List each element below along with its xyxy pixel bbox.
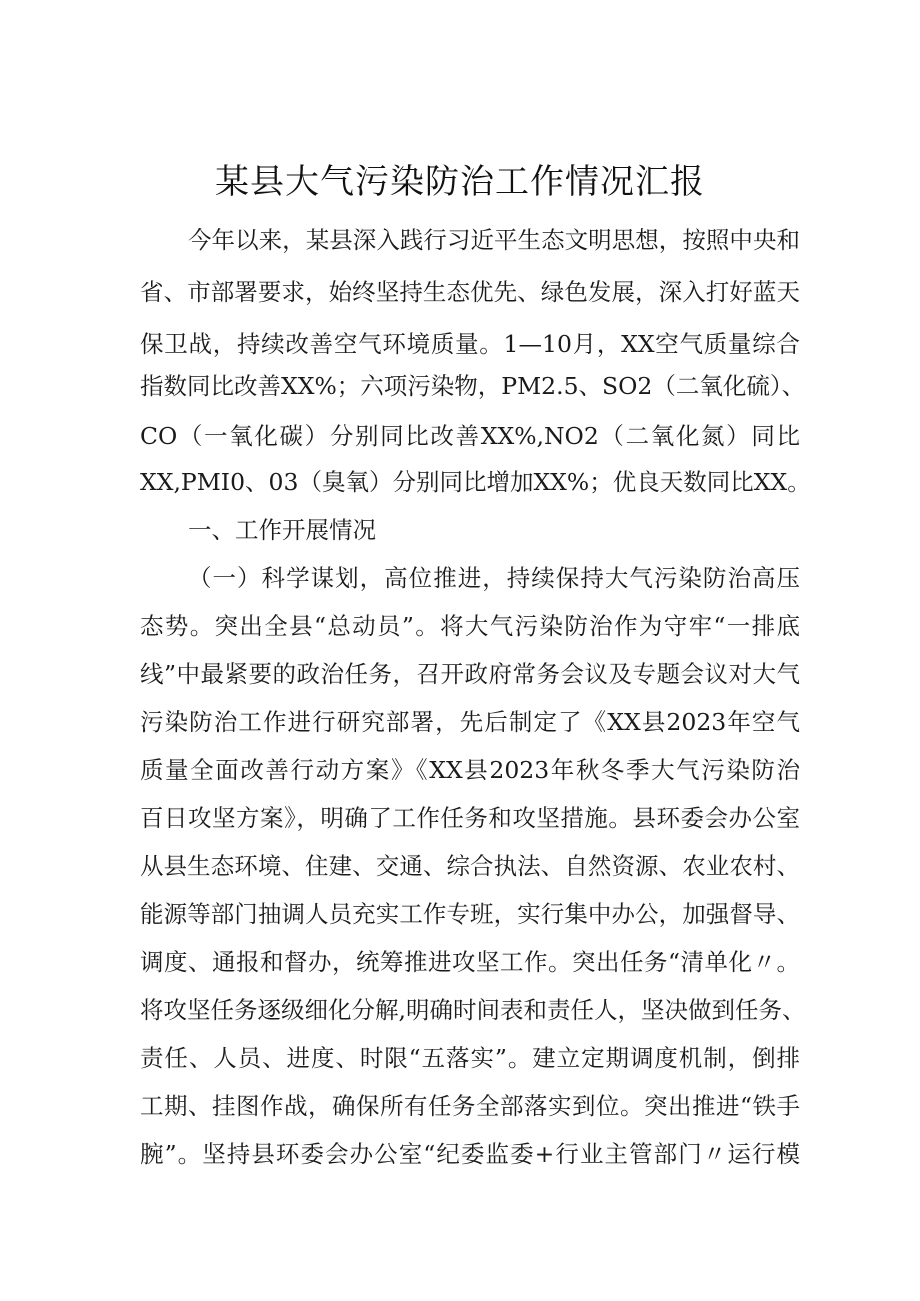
- paragraph-line: 调度、通报和督办，统筹推进攻坚工作。突出任务“清单化〃。: [140, 948, 800, 976]
- paragraph-line: 省、市部署要求，始终坚持生态优先、绿色发展，深入打好蓝天: [140, 278, 800, 306]
- paragraph-line: 今年以来，某县深入践行习近平生态文明思想，按照中央和: [188, 226, 800, 254]
- paragraph-line: 将攻坚任务逐级细化分解,明确时间表和责任人，坚决做到任务、: [140, 996, 806, 1024]
- paragraph-line: （一）科学谋划，高位推进，持续保持大气污染防治高压: [188, 564, 800, 592]
- paragraph-line: 质量全面改善行动方案》《XX县2023年秋冬季大气污染防治: [140, 756, 800, 784]
- paragraph-line: 责任、人员、进度、时限“五落实”。建立定期调度机制，倒排: [140, 1044, 800, 1072]
- document-title: 某县大气污染防治工作情况汇报: [215, 162, 705, 202]
- paragraph-line: 指数同比改善XX%；六项污染物，PM2.5、SO2（二氧化硫）、: [140, 372, 806, 400]
- paragraph-line: 工期、挂图作战，确保所有任务全部落实到位。突出推进“铁手: [140, 1092, 800, 1120]
- paragraph-line: 百日攻坚方案》，明确了工作任务和攻坚措施。县环委会办公室: [140, 804, 800, 832]
- paragraph-line: 线”中最紧要的政治任务，召开政府常务会议及专题会议对大气: [140, 660, 800, 688]
- paragraph-line: 能源等部门抽调人员充实工作专班，实行集中办公，加强督导、: [140, 900, 800, 928]
- paragraph-line: CO（一氧化碳）分别同比改善XX%,NO2（二氧化氮）同比: [140, 422, 800, 450]
- paragraph-line: XX,PMI0、03（臭氧）分别同比增加XX%；优良天数同比XX。: [140, 468, 811, 496]
- paragraph-line: 腕”。坚持县环委会办公室“纪委监委+行业主管部门〃运行模: [140, 1140, 800, 1168]
- paragraph-line: 污染防治工作进行研究部署，先后制定了《XX县2023年空气: [140, 708, 800, 736]
- section-heading: 一、工作开展情况: [188, 516, 376, 544]
- paragraph-line: 从县生态环境、住建、交通、综合执法、自然资源、农业农村、: [140, 852, 800, 880]
- paragraph-line: 保卫战，持续改善空气环境质量。1—10月，XX空气质量综合: [140, 330, 800, 358]
- paragraph-line: 态势。突出全县“总动员”。将大气污染防治作为守牢“一排底: [140, 612, 800, 640]
